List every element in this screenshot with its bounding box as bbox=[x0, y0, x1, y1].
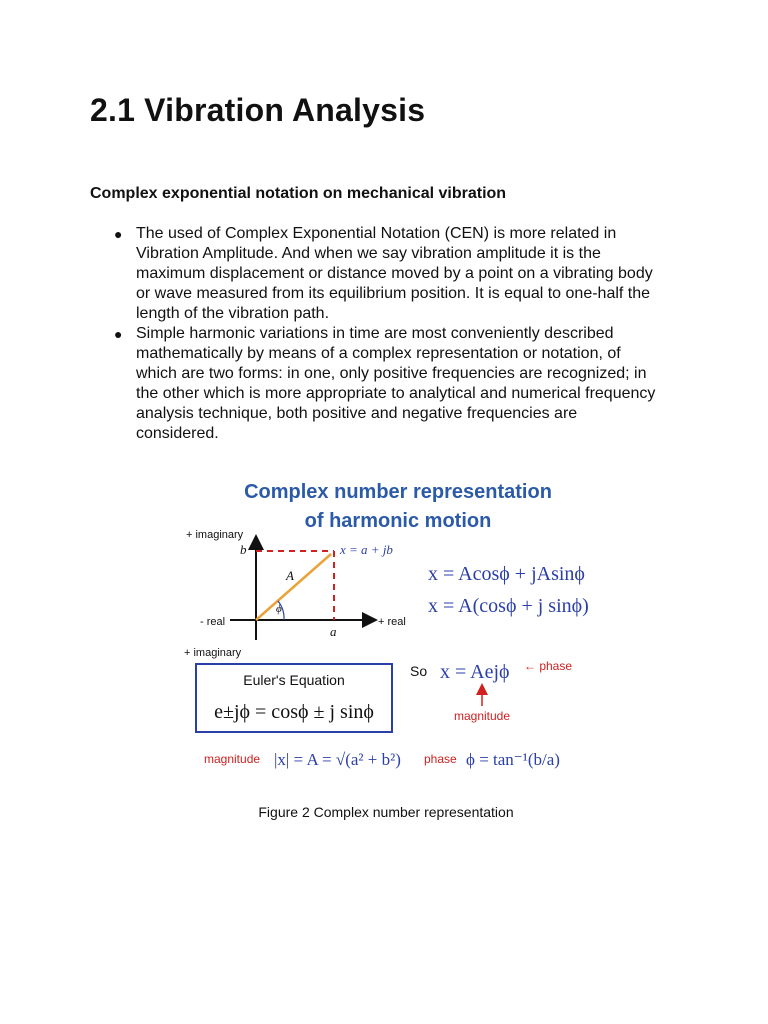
bullet-dot-icon: ● bbox=[114, 326, 123, 342]
bullet-text: The used of Complex Exponential Notation (CEN) is more related in Vibration Amplitude. And when we say vibration amplitude it is the maximum displacement or distance moved by a point on a vibrating body or wave measured from its equilibrium position. It is equal to one-half the length of the vibration path. bbox=[136, 225, 653, 322]
figure-canvas bbox=[180, 470, 620, 830]
bullet-item bbox=[90, 224, 660, 324]
complex-number-figure bbox=[180, 470, 620, 830]
label-phi: ϕ bbox=[276, 603, 282, 615]
figure-title-line1: Complex number representation bbox=[244, 481, 552, 503]
vector-a bbox=[256, 554, 331, 620]
bullet-dot-icon: ● bbox=[114, 226, 123, 242]
magnitude-label: magnitude bbox=[204, 752, 261, 766]
bullet-text: Simple harmonic variations in time are most conveniently described mathematically by means of a complex representation or notation, of which are two forms: in one, only positive frequencies are recognized; in the other which is more appropriate to analytical and numerical frequency analysis technique, both positive and negative frequencies are considered. bbox=[136, 325, 656, 442]
phase-pointer-label: ← phase bbox=[524, 659, 573, 673]
euler-title: Euler's Equation bbox=[243, 672, 345, 688]
axis-plus-imaginary-top: + imaginary bbox=[186, 529, 244, 541]
magnitude-arrow-label: magnitude bbox=[453, 709, 511, 723]
label-a: a bbox=[330, 624, 337, 639]
axis-plus-imaginary-bottom: + imaginary bbox=[184, 647, 242, 659]
axis-minus-real: - real bbox=[200, 616, 226, 628]
equation-rectangular: x = Acosϕ + jAsinϕ bbox=[428, 563, 585, 585]
equation-factored: x = A(cosϕ + j sinϕ) bbox=[428, 595, 589, 617]
bullet-item bbox=[90, 324, 660, 444]
label-A: A bbox=[286, 568, 294, 583]
so-label: So bbox=[410, 663, 428, 679]
euler-equation: e±jϕ = cosϕ ± j sinϕ bbox=[214, 701, 374, 723]
point-label: x = a + jb bbox=[340, 542, 393, 557]
phase-word: phase bbox=[424, 752, 457, 766]
page-title: 2.1 Vibration Analysis bbox=[90, 92, 426, 128]
bullet-list bbox=[90, 224, 660, 444]
section-heading: Complex exponential notation on mechanical vibration bbox=[90, 185, 507, 202]
figure-title-line2: of harmonic motion bbox=[304, 510, 492, 532]
figure-caption: Figure 2 Complex number representation bbox=[258, 804, 514, 820]
phase-equation: ϕ = tan⁻¹(b/a) bbox=[466, 750, 560, 769]
polar-equation: x = Aejϕ bbox=[440, 661, 510, 683]
label-b: b bbox=[240, 542, 247, 557]
axis-plus-real: + real bbox=[378, 616, 406, 628]
magnitude-equation: |x| = A = √(a² + b²) bbox=[274, 750, 401, 769]
